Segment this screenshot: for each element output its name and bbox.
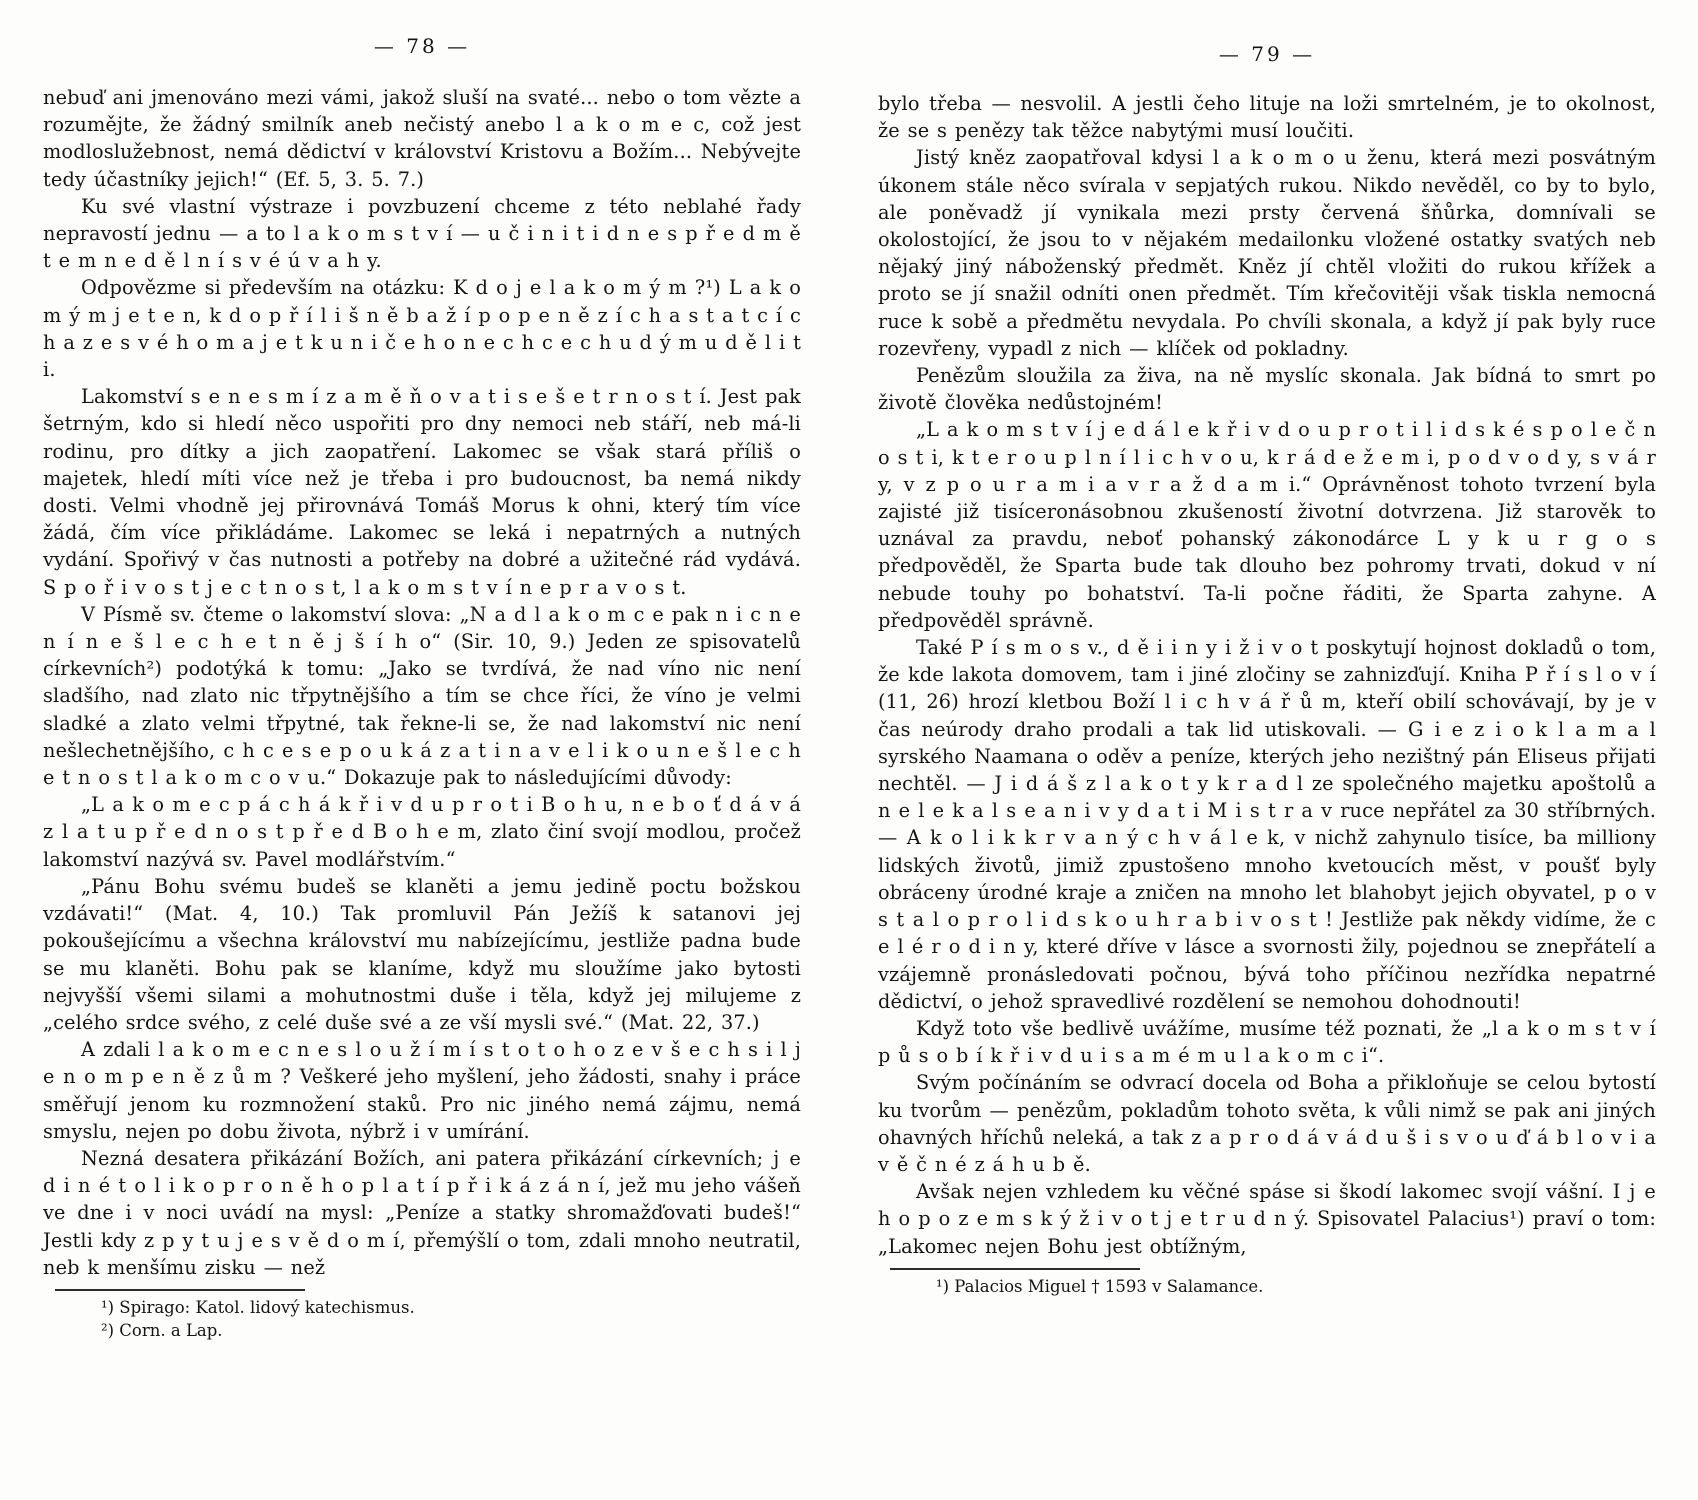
paragraph: „L a k o m e c p á c h á k ř i v d u p r o t i B o h u, n e b o ť d á v á z l a t u p ř e d n o s t p ř e d B o h e m, zlato činí svojí modlou, pročež lakomství nazývá sv. Pavel modlářstvím.“ <box>43 793 801 871</box>
paragraph: „L a k o m s t v í j e d á l e k ř i v d o u p r o t i l i d s k é s p o l e č n o s t i, k t e r o u p l n í l i c h v o u, k r á d e ž e m i, p o d v o d y, s v á r y, v z p o u r a m i a v r a ž d a m i.“ Oprávněnost tohoto tvrzení byla zajisté již tisíceronásobnou zkušeností životní dotvrzena. Již starověk to uznával za pravdu, neboť pohanský zákonodárce L y k u r g o s předpověděl, že Sparta bude tak dlouho bez pohromy trvati, dokud v ní nebude touhy po bohatství. Ta-li počne řáditi, že Sparta zahyne. A předpověděl správně. <box>878 418 1656 632</box>
paragraph: Svým počínáním se odvrací docela od Boha a přikloňuje se celou bytostí ku tvorům — penězům, pokladům tohoto světa, k vůli nimž se pak ani jiných ohavných hříchů neleká, a tak z a p r o d á v á d u š i s v o u ď á b l o v i a v ě č n é z á h u b ě. <box>878 1071 1656 1176</box>
page-78 <box>43 34 801 1342</box>
paragraph: Penězům sloužila za živa, na ně myslíc skonala. Jak bídná to smrt po životě člověka nedůstojném! <box>878 364 1656 415</box>
paragraph: Lakomství s e n e s m í z a m ě ň o v a t i s e š e t r n o s t í. Jest pak šetrným, kdo si hledí něco uspořiti pro dny nemoci neb stáří, neb má-li rodinu, pro dítky a jich zaopatření. Lakomec se však stará příliš o majetek, hledí míti více než je třeba i pro budoucnost, ba nemá nikdy dosti. Velmi vhodně jej přirovnává Tomáš Morus k ohni, který tím více žádá, čím více přikládáme. Lakomec se leká i nepatrných a nutných vydání. Spořivý v čas nutnosti a potřeby na dobré a užitečné rád vydává. S p o ř i v o s t j e c t n o s t, l a k o m s t v í n e p r a v o s t. <box>43 385 801 599</box>
paragraph: A zdali l a k o m e c n e s l o u ž í m í s t o t o h o z e v š e c h s i l j e n o m p e n ě z ů m ? Veškeré jeho myšlení, jeho žádosti, snahy i práce směřují jenom ku rozmnožení staků. Pro nic jiného nemá zájmu, nemá smyslu, nejen po dobu života, nýbrž i v umírání. <box>43 1038 801 1143</box>
footnote-rule <box>55 1289 305 1291</box>
paragraph: Nezná desatera přikázání Božích, ani patera přikázání církevních; j e d i n é t o l i k o p r o n ě h o p l a t í p ř i k á z á n í, jež mu jeho vášeň ve dne i v noci uvádí na mysl: „Peníze a statky shromažďovati budeš!“ Jestli kdy z p y t u j e s v ě d o m í, přemýšlí o tom, zdali mnoho neutratil, neb k menšímu zisku — než <box>43 1146 801 1279</box>
paragraph: bylo třeba — nesvolil. A jestli čeho lituje na loži smrtelném, je to okolnost, že se s penězy tak těžce nabytými musí loučiti. <box>878 92 1656 143</box>
footnote: ²) Corn. a Lap. <box>101 1320 223 1340</box>
page-number-right: — 79 — <box>1218 42 1316 66</box>
page-79 <box>878 34 1656 1298</box>
footnote: ¹) Palacios Miguel † 1593 v Salamance. <box>936 1276 1264 1296</box>
paragraph: Když toto vše bedlivě uvážíme, musíme též poznati, že „l a k o m s t v í p ů s o b í k ř i v d u i s a m é m u l a k o m c i“. <box>878 1016 1656 1068</box>
page-number-left: — 78 — <box>373 34 471 58</box>
footnotes-left <box>43 1289 801 1342</box>
paragraph: V Písmě sv. čteme o lakomství slova: „N a d l a k o m c e pak n i c n e n í n e š l e c h e t n ě j š í h o“ (Sir. 10, 9.) Jeden ze spisovatelů církevních²) podotýká k tomu: „Jako se tvrdívá, že nad víno nic není sladšího, nad zlato nic třpytnějšího a tím se chce říci, že víno je velmi sladké a zlato velmi třpytné, tak řekne-li se, že nad lakomství nic není nešlechetnějšího, c h c e s e p o u k á z a t i n a v e l i k o u n e š l e c h e t n o s t l a k o m c o v u.“ Dokazuje pak to následujícími důvody: <box>43 602 801 790</box>
footnote: ¹) Spirago: Katol. lidový katechismus. <box>101 1297 415 1317</box>
paragraph: Avšak nejen vzhledem ku věčné spáse si škodí lakomec svojí vášní. I j e h o p o z e m s k ý ž i v o t j e t r u d n ý. Spisovatel Palacius¹) praví o tom: „Lakomec nejen Bohu jest obtížným, <box>878 1180 1656 1258</box>
paragraph: Také P í s m o s v., d ě i i n y i ž i v o t poskytují hojnost dokladů o tom, že kde lakota domovem, tam i jiné zločiny se zahnizďují. Kniha P ř í s l o v í (11, 26) hrozí kletbou Boží l i c h v á ř ů m, kteří obilí schovávají, by je v čas neúrody draho prodali a tak lid utiskovali. — G i e z i o k l a m a l syrského Naamana o oděv a peníze, kterých jeho nezištný pán Eliseus přijati nechtěl. — J i d á š z l a k o t y k r a d l ze společného majetku apoštolů a n e l e k a l s e a n i v y d a t i M i s t r a v ruce nepřátel za 30 stříbrných. — A k o l i k k r v a n ý c h v á l e k, v nichž zahynulo tisíce, ba milliony lidských životů, jimiž zpustošeno mnoho kvetoucích měst, v poušť byly obráceny úrodné kraje a zničen na mnoho let blahobyt jejich obyvatel, p o v s t a l o p r o l i d s k o u h r a b i v o s t ! Jestliže pak někdy vidíme, že c e l é r o d i n y, které dříve v lásce a svornosti žily, pojednou se znepřátelí a vzájemně pronásledovati počnou, bývá toho příčinou nezřídka nepatrné dědictví, o jehož spravedlivé rozdělení se nemohou dohodnouti! <box>878 636 1656 1013</box>
paragraph: Odpovězme si především na otázku: K d o j e l a k o m ý m ?¹) L a k o m ý m j e t e n, k d o p ř í l i š n ě b a ž í p o p e n ě z í c h a s t a t c í c h a z e s v é h o m a j e t k u n i č e h o n e c h c e c h u d ý m u d ě l i t i. <box>43 276 801 382</box>
paragraph: Jistý kněz zaopatřoval kdysi l a k o m o u ženu, která mezi posvátným úkonem stále něco svírala v sepjatých rukou. Nikdo nevěděl, co by to bylo, ale poněvadž jí vynikala mezi prsty červená šňůrka, domnívali se okolostojící, že jsou to v nějakém medailonku vložené ostatky svatých neb nějaký jiný náboženský předmět. Kněz jí chtěl vložiti do rukou křížek a proto se jí snažil odníti onen předmět. Tím křečovitěji však tiskla nemocná ruce k sobě a předmětu nevydala. Po chvíli skonala, a když jí pak byly ruce rozevřeny, vypadl z nich — klíček od pokladny. <box>878 146 1656 360</box>
footnotes-right <box>878 1268 1656 1298</box>
paragraph: nebuď ani jmenováno mezi vámi, jakož sluší na svaté... nebo o tom vězte a rozumějte, že žádný smilník aneb nečistý anebo l a k o m e c, což jest modloslužebnost, nemá dědictví v království Kristovu a Božím... Nebývejte tedy účastníky jejich!“ (Ef. 5, 3. 5. 7.) <box>43 86 801 191</box>
footnote-rule <box>890 1268 1140 1270</box>
paragraph: Ku své vlastní výstraze i povzbuzení chceme z této neblahé řady nepravostí jednu — a to l a k o m s t v í — u č i n i t i d n e s p ř e d m ě t e m n e d ě l n í s v é ú v a h y. <box>43 194 801 273</box>
paragraph: „Pánu Bohu svému budeš se klaněti a jemu jedině poctu božskou vzdávati!“ (Mat. 4, 10.) Tak promluvil Pán Ježíš k satanovi jej pokoušejícímu a všechna království mu nabízejícímu, jestliže padna bude se mu klaněti. Bohu pak se klaníme, když mu sloužíme jako bytosti nejvyšší všemi silami a mohutnostmi duše i těla, když jej milujeme z „celého srdce svého, z celé duše své a ze vší mysli své.“ (Mat. 22, 37.) <box>43 874 801 1034</box>
